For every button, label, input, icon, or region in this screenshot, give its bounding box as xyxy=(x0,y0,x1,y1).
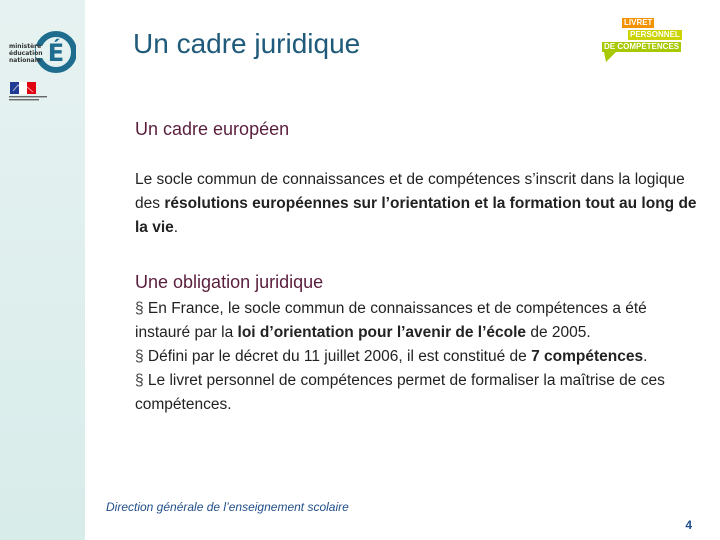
lpc-line-3: DE COMPÉTENCES xyxy=(604,42,680,51)
sidebar-band xyxy=(0,0,85,540)
list-item xyxy=(135,297,700,345)
bullet-bold-text: 7 compétences xyxy=(531,348,644,365)
speech-tail-icon xyxy=(604,52,618,62)
lpc-line-2: PERSONNEL xyxy=(630,30,680,39)
ministry-name xyxy=(9,43,43,64)
bullet-marker: § xyxy=(135,300,144,317)
bullet-text-end: de 2005. xyxy=(526,324,591,341)
ministry-name-line-3: nationale xyxy=(9,57,41,64)
ministry-motto-mark xyxy=(9,96,57,103)
lpc-line-1: LIVRET xyxy=(624,18,653,27)
republic-flag-icon xyxy=(10,82,36,94)
bullet-text: Le livret personnel de compétences permet de formaliser la maîtrise de ces compétences. xyxy=(135,372,665,413)
bullet-list xyxy=(135,297,700,417)
page-number: 4 xyxy=(685,518,692,532)
bullet-bold-text: loi d’orientation pour l’avenir de l’école xyxy=(237,324,527,341)
bullet-marker: § xyxy=(135,372,144,389)
bullet-text: Défini par le décret du 11 juillet 2006, il est constitué de xyxy=(143,348,532,365)
bullet-text: En France, le socle commun de connaissances et de compétences a été instauré par la xyxy=(135,300,647,341)
list-item xyxy=(135,369,700,417)
motto-text-mark xyxy=(9,96,49,102)
section-paragraph-european xyxy=(135,168,700,240)
ministry-e-letter: É xyxy=(47,39,65,67)
ministry-name-line-1: ministère xyxy=(9,43,42,50)
paragraph-text-end: . xyxy=(173,219,179,236)
bullet-marker: § xyxy=(135,348,144,365)
section-heading-legal: Une obligation juridique xyxy=(135,272,324,292)
section-heading-european: Un cadre européen xyxy=(135,119,290,139)
page-title: Un cadre juridique xyxy=(133,28,361,59)
list-item xyxy=(135,345,700,369)
paragraph-text: Le socle commun de connaissances et de compétences s’inscrit dans la logique des xyxy=(135,171,685,212)
bullet-text-end: . xyxy=(643,348,648,365)
footer-directorate: Direction générale de l’enseignement scolaire xyxy=(106,500,349,514)
ministry-name-line-2: éducation xyxy=(9,50,43,57)
livret-personnel-logo xyxy=(600,18,685,62)
paragraph-bold-text: résolutions européennes sur l’orientation et la formation tout au long de la vie xyxy=(135,195,697,236)
ministry-logo xyxy=(6,28,76,108)
